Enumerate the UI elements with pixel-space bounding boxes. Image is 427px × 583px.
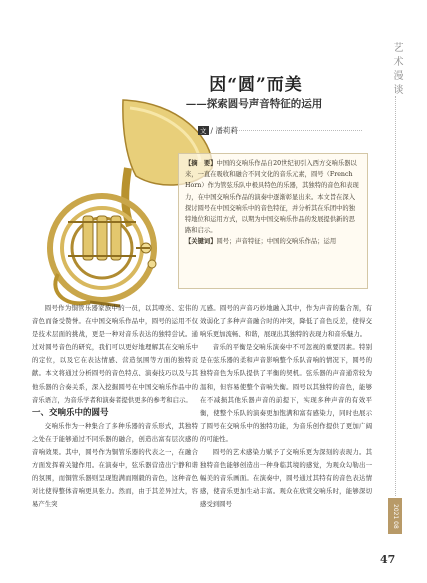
- paragraph: 交响乐作为一种集合了多种乐器的音乐形式，其独特之处在于能够通过不同乐器的融合，创造出富有层次感的音响效果。其中，圆号作为铜管乐器的代表之一，在融合方面发挥着关键作用。在演奏中，弦乐器营造出宁静和谐的氛围，而铜管乐器则呈现饱满而刚毅的音色，这种音色对比使得整体音响更具张力。然而，由于其差异过大，容易产生突: [32, 421, 198, 509]
- article-subtitle: ——探索圆号声音特征的运用: [185, 98, 323, 110]
- section-heading: 一、交响乐中的圆号: [32, 407, 109, 418]
- header-divider: [222, 130, 362, 132]
- abstract-label: 【摘 要】: [185, 160, 217, 167]
- body-column-right: [200, 302, 372, 512]
- paragraph: 兀感。圆号的声音巧妙地融入其中，作为声音的黏合剂，有效弱化了多种声音融合时的冲突，降低了音色反差，使得交响乐更加流畅、和谐，展现出其独特的表现力和音乐魅力。: [200, 304, 372, 339]
- paragraph: 音乐的平衡是交响乐演奏中不可忽视的重要因素。特别是在弦乐器的柔和声音影响整个乐队音响的情况下，圆号的独特音色为乐队提供了平衡的契机。弦乐器的声音通常较为温和，但容易使整个音响失衡。圆号以其独特的音色，能够在不减损其他乐器声音的前提下，实现多种声音的有效平衡，使整个乐队的演奏更加饱满和富有感染力，同时也展示了圆号在交响乐中的独特功能，为音乐创作提供了更加广阔的可能性。: [200, 343, 372, 443]
- keywords-text: 圆号；声音特征；中国的交响乐作品；运用: [216, 238, 337, 246]
- page-number: 47: [380, 553, 396, 566]
- side-divider: [395, 96, 397, 496]
- author-name: / 潘莉莉: [210, 126, 238, 135]
- issue-badge: 2021 08: [388, 498, 402, 534]
- body-column-left: [32, 302, 198, 512]
- author-tag: 文: [200, 127, 207, 135]
- keywords-label: 【关键词】: [185, 238, 217, 246]
- abstract-box: [178, 153, 368, 289]
- paragraph: 圆号的艺术感染力赋予了交响乐更为深刻的表现力。其独特音色能够创造出一种身临其境的感觉，为观众勾勒出一幅美的音乐画面。在演奏中，圆号通过其特有的音色表达情感，使音乐更加生动丰富。观众在欣赏交响乐时，能够深切感受到圆号: [200, 448, 372, 509]
- abstract-text: 中国的交响乐作品自20世纪初引入西方交响乐器以来，一直在吸收和融合不同文化的音乐元素，圆号（French Horn）作为管弦乐队中极具特色的乐器，其独特的音色和表现力，在中国交响乐作品的演奏中逐渐彰显出来。本文旨在深入探讨圆号在中国交响乐中的音色特征，并分析其在乐团中的独特地位和运用方式，以期为中国交响乐作品的发展提供新的思路和启示。: [185, 160, 359, 235]
- section-tag: 艺术漫谈: [391, 42, 402, 98]
- paragraph: 圆号作为铜管乐器家族中的一员，以其嘹亮、宏伟的音色而备受赞誉。在中国交响乐作品中，圆号的运用不仅是技术层面的挑战，更是一种对音乐表达的独特尝试。通过对圆号音色的研究，我们可以更好地理解其在交响乐中的定位，以及它在表达情感、营造氛围等方面的独特贡献。本文将通过分析圆号的音色特点、演奏技巧以及与其他乐器的合奏关系，深入挖掘圆号在中国交响乐作品中的音乐语言，为音乐学者和演奏者提供更多的参考和启示。: [32, 304, 198, 404]
- article-title: 因“圆”而美: [209, 75, 303, 95]
